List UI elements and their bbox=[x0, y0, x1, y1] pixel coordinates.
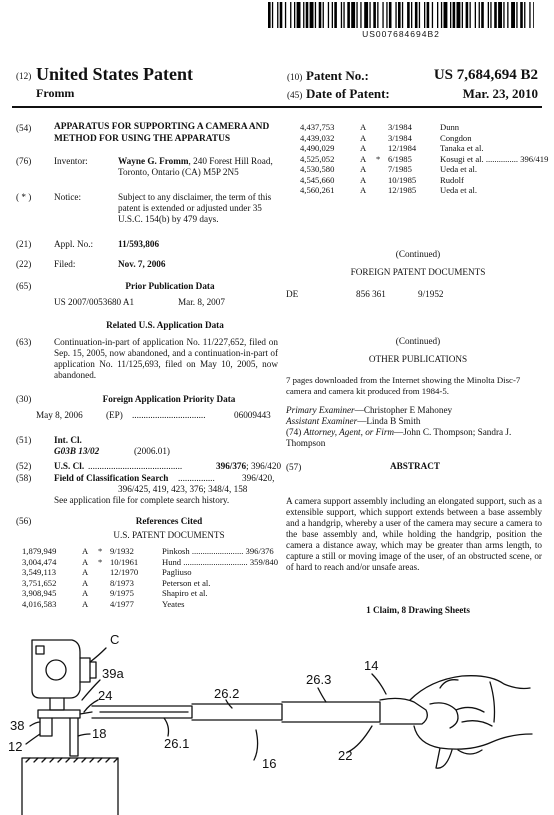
filed-label: Filed: bbox=[54, 259, 76, 269]
citation-date: 9/1975 bbox=[110, 588, 134, 598]
primary-examiner-label: Primary Examiner bbox=[286, 405, 355, 415]
inventor-num: (76) bbox=[16, 156, 32, 166]
notice-num: ( * ) bbox=[16, 192, 32, 202]
us-docs-heading: U.S. PATENT DOCUMENTS bbox=[113, 530, 225, 540]
citation-name: Pinkosh ........................ 396/376 bbox=[162, 546, 274, 556]
fig-label-26-2: 26.2 bbox=[214, 686, 240, 701]
citation-star bbox=[376, 122, 388, 133]
citation-row bbox=[300, 153, 549, 165]
barcode-number: US007684694B2 bbox=[362, 29, 440, 39]
primary-examiner-name: —Christopher E Mahoney bbox=[354, 405, 453, 415]
citation-number: 4,545,660 bbox=[300, 174, 335, 185]
foreign-doc-number: 856 361 bbox=[356, 289, 386, 299]
citation-date: 7/1985 bbox=[388, 164, 412, 174]
citation-name: Ueda et al. bbox=[440, 185, 477, 195]
inventor-address: , 240 Forest Hill Road, Toronto, Ontario (CA) M5P 2N5 bbox=[118, 156, 273, 177]
fig-label-26-1: 26.1 bbox=[164, 736, 190, 751]
citation-number: 3,908,945 bbox=[22, 588, 57, 598]
citation-number: 4,490,029 bbox=[300, 143, 335, 153]
citation-name: Kosugi et al. ............... 396/419 bbox=[440, 153, 549, 164]
citation-number: 4,560,261 bbox=[300, 185, 335, 195]
foreign-docs-heading: FOREIGN PATENT DOCUMENTS bbox=[350, 267, 486, 277]
citation-date: 12/1985 bbox=[388, 185, 417, 195]
citation-date: 10/1961 bbox=[110, 556, 139, 567]
inventor-block bbox=[118, 156, 278, 178]
barcode bbox=[268, 2, 534, 30]
fig-label-16: 16 bbox=[262, 756, 277, 771]
citation-star bbox=[376, 185, 388, 196]
country-code-num: (12) bbox=[16, 71, 32, 81]
intcl-code: G03B 13/02 bbox=[54, 446, 100, 456]
citation-star bbox=[376, 133, 388, 144]
citation-star: * bbox=[98, 556, 103, 567]
foreign-priority-country: (EP) bbox=[106, 410, 123, 420]
citation-name: Peterson et al. bbox=[162, 577, 211, 588]
citation-kind: A bbox=[360, 143, 367, 153]
citation-kind: A bbox=[360, 164, 367, 174]
appl-num: (21) bbox=[16, 239, 32, 249]
prior-pub-date: Mar. 8, 2007 bbox=[178, 297, 225, 307]
foreign-priority-date: May 8, 2006 bbox=[36, 410, 83, 420]
continued-1: (Continued) bbox=[395, 249, 441, 259]
citation-number: 4,016,583 bbox=[22, 598, 57, 609]
citation-kind: A bbox=[82, 546, 89, 556]
fig-label-38: 38 bbox=[10, 718, 25, 733]
notice-label: Notice: bbox=[54, 192, 82, 202]
abstract-text: A camera support assembly including an elongated support, such as a extensible support, which support extends between a base assembly and a handgrip, whereby a user of the camera may secure a camera to the base assembly and, while holding the handgrip, position the camera a distance away, which may be greater than arms length, to capture a still or moving image of the user, of an obstructed scene, or of hard to reach and/or unsafe areas. bbox=[286, 496, 542, 572]
citation-star bbox=[98, 578, 110, 589]
citation-row bbox=[22, 578, 284, 589]
citation-row bbox=[22, 567, 284, 578]
citation-kind: A bbox=[82, 588, 89, 598]
appl-value: 11/593,806 bbox=[118, 239, 160, 249]
citation-row bbox=[300, 143, 544, 154]
citation-number: 3,549,113 bbox=[22, 567, 57, 577]
claims-summary: 1 Claim, 8 Drawing Sheets bbox=[366, 605, 470, 615]
citation-row bbox=[300, 133, 544, 144]
citation-name: Hund .............................. 359/840 bbox=[162, 556, 279, 567]
citation-row bbox=[22, 588, 284, 599]
citation-name: Yeates bbox=[162, 598, 185, 609]
citation-star bbox=[376, 143, 388, 154]
citation-row bbox=[22, 546, 284, 557]
continuation-text: Continuation-in-part of application No. 11/227,652, filed on Sep. 15, 2005, now abandoned, and a continuation-in-part of application No. 11/125,693, filed on May 10, 2005, now abandoned. bbox=[54, 337, 278, 380]
foreign-priority-number: 06009443 bbox=[234, 410, 271, 420]
header-rule bbox=[12, 106, 542, 108]
citation-kind: A bbox=[360, 132, 367, 143]
citation-kind: A bbox=[82, 567, 89, 577]
continued-2: (Continued) bbox=[395, 336, 441, 346]
citation-star bbox=[376, 164, 388, 175]
citation-date: 9/1932 bbox=[110, 546, 134, 556]
citation-row bbox=[300, 164, 544, 175]
uscl-main: 396/376 bbox=[216, 461, 247, 471]
date-num: (45) bbox=[287, 90, 303, 100]
prior-pub-heading: Prior Publication Data bbox=[125, 281, 215, 291]
citation-name: Shapiro et al. bbox=[162, 588, 208, 598]
attorney-name: —John C. Thompson; Sandra J. Thompson bbox=[286, 427, 512, 448]
citation-date: 3/1984 bbox=[388, 122, 412, 132]
citation-number: 4,439,032 bbox=[300, 132, 335, 143]
uscl-values bbox=[216, 461, 281, 472]
citation-number: 1,879,949 bbox=[22, 546, 57, 556]
fig-label-18: 18 bbox=[92, 726, 107, 741]
filed-num: (22) bbox=[16, 259, 32, 269]
fig-label-22: 22 bbox=[338, 748, 353, 763]
citation-number: 4,530,580 bbox=[300, 164, 335, 174]
continuation-num: (63) bbox=[16, 337, 32, 347]
attorney-num: (74) bbox=[286, 427, 302, 437]
citation-date: 6/1985 bbox=[388, 153, 412, 164]
other-publications-heading: OTHER PUBLICATIONS bbox=[368, 354, 468, 364]
inventor-label: Inventor: bbox=[54, 156, 88, 166]
citation-number: 4,437,753 bbox=[300, 122, 335, 132]
field-see-note: See application file for complete search history. bbox=[54, 495, 230, 505]
attorney-label: Attorney, Agent, or Firm bbox=[303, 427, 395, 437]
citation-name: Tanaka et al. bbox=[440, 143, 484, 153]
fig-label-39a: 39a bbox=[102, 666, 124, 681]
field-num: (58) bbox=[16, 473, 32, 483]
citation-kind: A bbox=[82, 577, 89, 588]
inventor-name: Wayne G. Fromm bbox=[118, 156, 189, 166]
citation-name: Congdon bbox=[440, 132, 472, 143]
citation-date: 4/1977 bbox=[110, 598, 134, 609]
foreign-priority-dots: ................................ bbox=[132, 410, 206, 420]
assistant-examiner bbox=[286, 416, 421, 427]
field-dots: ................ bbox=[178, 473, 215, 483]
foreign-priority-num: (30) bbox=[16, 394, 32, 404]
inventor-surname: Fromm bbox=[36, 86, 75, 100]
fig-label-24: 24 bbox=[98, 688, 113, 703]
citation-star: * bbox=[376, 153, 381, 164]
citation-number: 3,004,474 bbox=[22, 556, 57, 567]
citation-name: Pagliuso bbox=[162, 567, 192, 577]
citation-star bbox=[98, 588, 110, 599]
citation-row bbox=[22, 557, 284, 568]
field-values-2: 396/425, 419, 423, 376; 348/4, 158 bbox=[118, 484, 248, 494]
patent-drawing bbox=[0, 618, 554, 815]
fig-label-14: 14 bbox=[364, 658, 379, 673]
invention-title: APPARATUS FOR SUPPORTING A CAMERA AND METHOD FOR USING THE APPARATUS bbox=[54, 122, 270, 144]
patent-country-title: United States Patent bbox=[36, 64, 193, 84]
references-num: (56) bbox=[16, 516, 32, 526]
citation-row bbox=[300, 122, 544, 133]
assistant-examiner-label: Assistant Examiner bbox=[286, 416, 358, 426]
citation-kind: A bbox=[82, 598, 89, 609]
citation-row bbox=[300, 175, 544, 186]
citation-number: 4,525,052 bbox=[300, 153, 335, 164]
citation-kind: A bbox=[82, 556, 89, 567]
citation-date: 12/1970 bbox=[110, 567, 139, 577]
citation-name: Rudolf bbox=[440, 174, 464, 185]
us-docs-list bbox=[22, 546, 284, 609]
prior-num: (65) bbox=[16, 281, 32, 291]
citation-kind: A bbox=[360, 153, 367, 164]
related-heading: Related U.S. Application Data bbox=[106, 320, 224, 330]
citation-star: * bbox=[98, 546, 103, 556]
citation-date: 12/1984 bbox=[388, 143, 417, 153]
foreign-priority-heading: Foreign Application Priority Data bbox=[102, 394, 236, 404]
references-heading: References Cited bbox=[135, 516, 203, 526]
notice-text: Subject to any disclaimer, the term of this patent is extended or adjusted under 35 U.S.C. 154(b) by 479 days. bbox=[118, 192, 272, 224]
abstract-num: (57) bbox=[286, 462, 302, 472]
intcl-num: (51) bbox=[16, 435, 32, 445]
citation-name: Ueda et al. bbox=[440, 164, 477, 174]
fig-label-26-3: 26.3 bbox=[306, 672, 332, 687]
us-docs-list-continued bbox=[300, 122, 549, 196]
appl-label: Appl. No.: bbox=[54, 239, 94, 249]
assistant-examiner-name: —Linda B Smith bbox=[357, 416, 421, 426]
citation-date: 8/1973 bbox=[110, 577, 134, 588]
field-values-1: 396/420, bbox=[242, 473, 275, 483]
title-num: (54) bbox=[16, 123, 32, 133]
uscl-num: (52) bbox=[16, 461, 32, 471]
citation-name: Dunn bbox=[440, 122, 460, 132]
date-label: Date of Patent: bbox=[306, 86, 390, 101]
citation-row bbox=[22, 599, 284, 610]
citation-star bbox=[98, 567, 110, 578]
citation-kind: A bbox=[360, 122, 367, 132]
citation-star bbox=[98, 599, 110, 610]
prior-pub-number: US 2007/0053680 A1 bbox=[54, 297, 135, 307]
foreign-doc-date: 9/1952 bbox=[418, 289, 444, 299]
uscl-rest: ; 396/420 bbox=[246, 461, 282, 471]
intcl-label: Int. Cl. bbox=[54, 435, 82, 445]
citation-kind: A bbox=[360, 185, 367, 195]
uscl-dots: ......................................... bbox=[88, 461, 183, 471]
primary-examiner bbox=[286, 405, 452, 416]
citation-row bbox=[300, 185, 544, 196]
citation-kind: A bbox=[360, 174, 367, 185]
citation-date: 10/1985 bbox=[388, 174, 417, 185]
patent-date: Mar. 23, 2010 bbox=[462, 86, 538, 101]
attorney bbox=[286, 427, 542, 449]
patent-no-num: (10) bbox=[287, 72, 303, 82]
patent-number: US 7,684,694 B2 bbox=[433, 67, 538, 83]
foreign-doc-country: DE bbox=[286, 289, 299, 299]
filed-value: Nov. 7, 2006 bbox=[118, 259, 166, 269]
fig-label-12: 12 bbox=[8, 739, 23, 754]
abstract-heading: ABSTRACT bbox=[389, 461, 441, 471]
citation-star bbox=[376, 175, 388, 186]
fig-label-C: C bbox=[110, 632, 120, 647]
other-publications-text: 7 pages downloaded from the Internet showing the Minolta Disc-7 camera and camera kit produced from 1984-5. bbox=[286, 375, 521, 396]
intcl-version: (2006.01) bbox=[134, 446, 170, 456]
uscl-label: U.S. Cl. bbox=[54, 461, 85, 471]
citation-number: 3,751,652 bbox=[22, 577, 57, 588]
field-label: Field of Classification Search bbox=[54, 473, 169, 483]
patent-no-label: Patent No.: bbox=[306, 68, 369, 83]
citation-date: 3/1984 bbox=[388, 132, 412, 143]
